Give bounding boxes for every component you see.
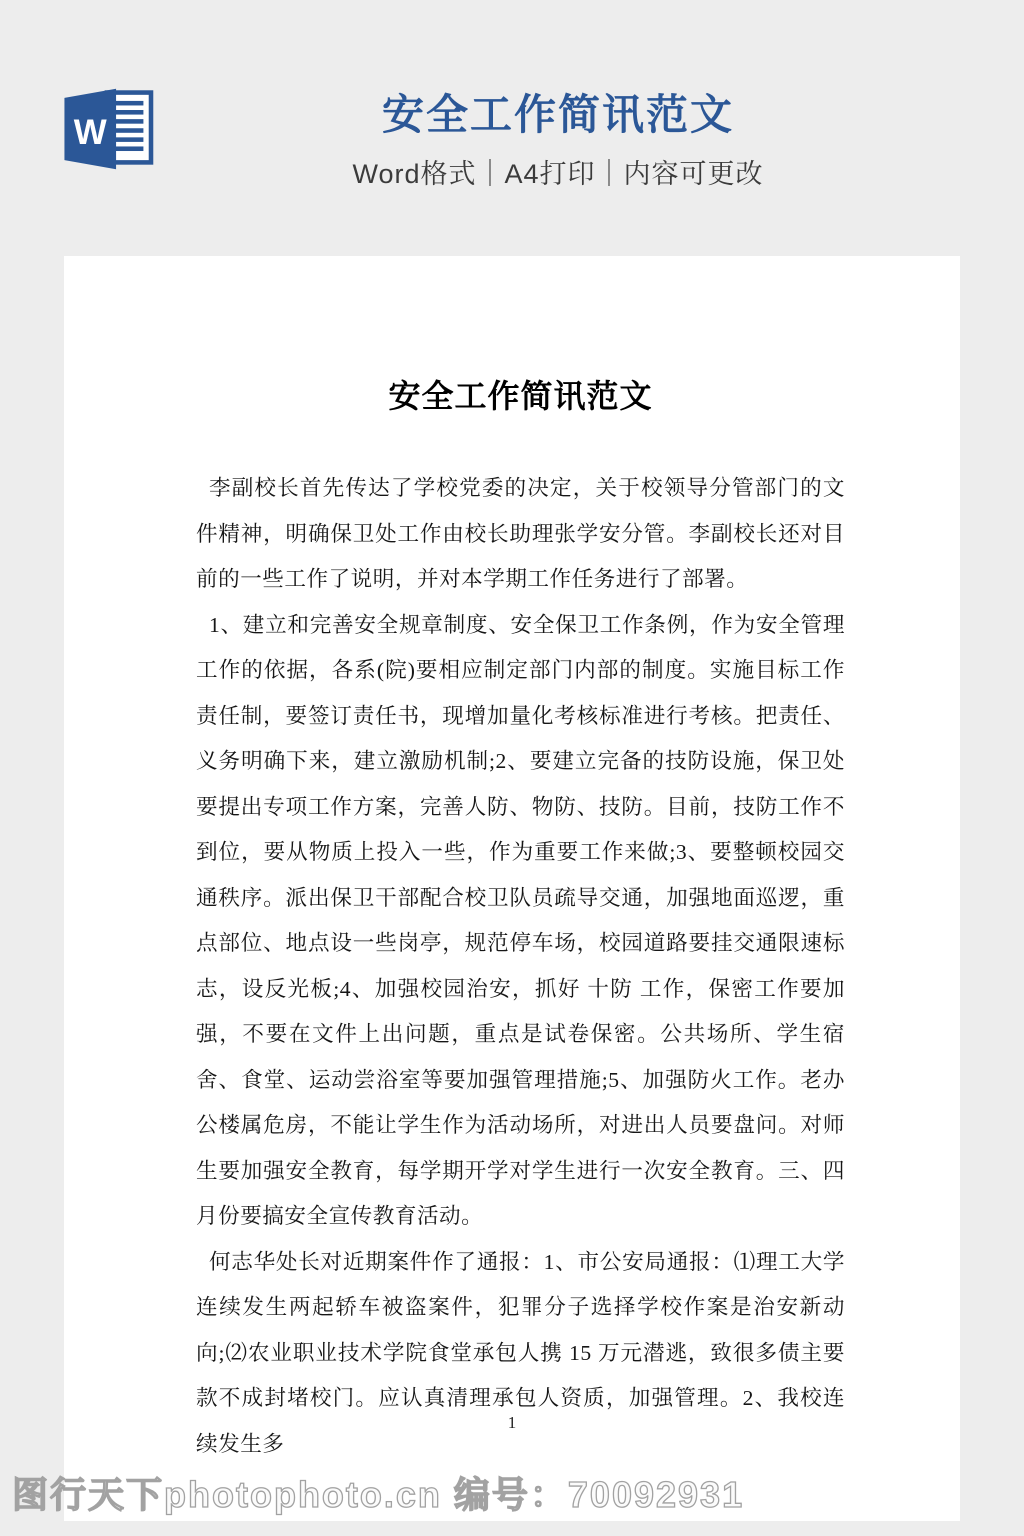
word-icon-graphic bbox=[64, 88, 156, 170]
header-text bbox=[156, 88, 960, 191]
word-icon-letter: W bbox=[73, 113, 107, 153]
template-title: 安全工作简讯范文 bbox=[381, 91, 734, 138]
paragraph-3: 何志华处长对近期案件作了通报：1、市公安局通报：⑴理工大学连续发生两起轿车被盗案件，犯罪分子选择学校作案是治安新动向;⑵农业职业技术学院食堂承包人携 15 万元潜逃，致很多债主要款不成封堵校门。应认真清理承包人资质，加强管理。2、我校连续发生多 bbox=[196, 1249, 845, 1456]
watermark-text: 图行天下photophoto.cn 编号：70092931 bbox=[12, 1474, 745, 1515]
template-subtitle: Word格式｜A4打印｜内容可更改 bbox=[352, 159, 764, 190]
document-title: 安全工作简讯范文 bbox=[388, 378, 653, 414]
header bbox=[64, 88, 960, 191]
document-page bbox=[64, 256, 960, 1521]
paragraph-1: 李副校长首先传达了学校党委的决定，关于校领导分管部门的文件精神，明确保卫处工作由校长助理张学安分管。李副校长还对目前的一些工作了说明，并对本学期工作任务进行了部署。 bbox=[196, 476, 845, 591]
paragraph-2: 1、建立和完善安全规章制度、安全保卫工作条例，作为安全管理工作的依据，各系(院)要相应制定部门内部的制度。实施目标工作责任制，要签订责任书，现增加量化考核标准进行考核。把责任、义务明确下来，建立激励机制;2、要建立完备的技防设施，保卫处要提出专项工作方案，完善人防、物防、技防。目前，技防工作不到位，要从物质上投入一些，作为重要工作来做;3、要整顿校园交通秩序。派出保卫干部配合校卫队员疏导交通，加强地面巡逻，重点部位、地点设一些岗亭，规范停车场，校园道路要挂交通限速标志，设反光板;4、加强校园治安，抓好 十防 工作，保密工作要加强，不要在文件上出问题，重点是试卷保密。公共场所、学生宿舍、食堂、运动尝浴室等要加强管理措施;5、加强防火工作。老办公楼属危房，不能让学生作为活动场所，对进出人员要盘问。对师生要加强安全教育，每学期开学对学生进行一次安全教育。三、四月份要搞安全宣传教育活动。 bbox=[196, 612, 845, 1228]
word-icon bbox=[64, 88, 156, 170]
page-number: 1 bbox=[507, 1413, 517, 1432]
